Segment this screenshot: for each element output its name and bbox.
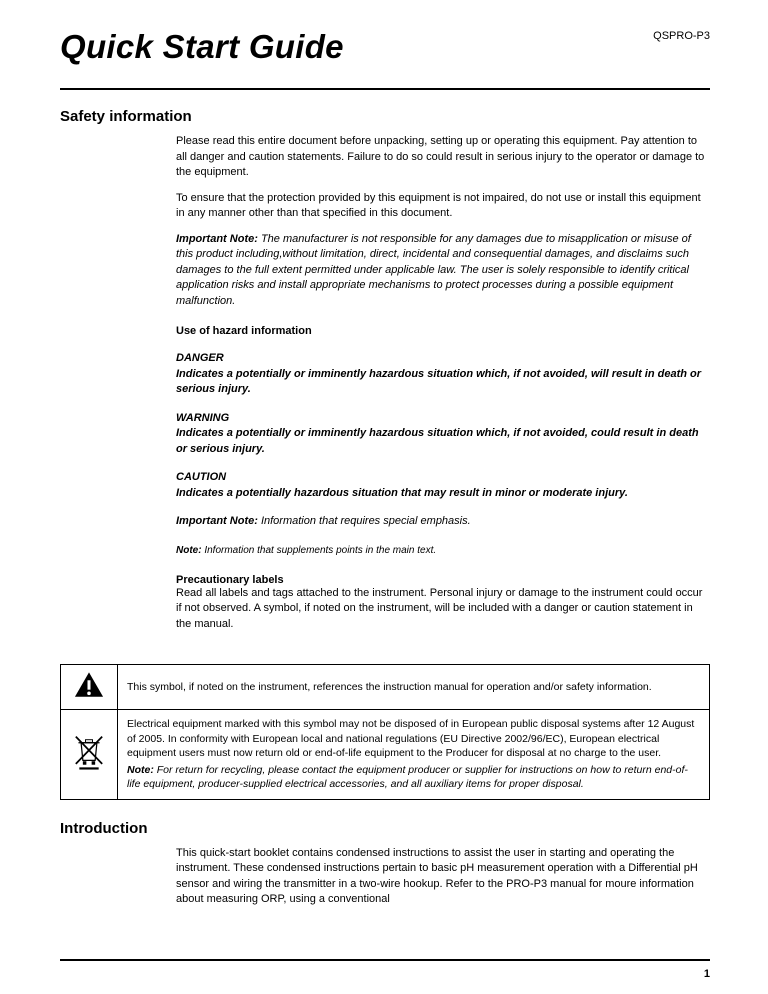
hazard-item-caution bbox=[176, 470, 710, 501]
hazard-item-warning bbox=[176, 411, 710, 458]
important-note-text: The manufacturer is not responsible for any damages due to misapplication or misuse of this product including,without limitation, direct, incidental and consequential damages, and disclaims such damages to the full extent permitted under applicable law. The user is solely responsible to identify critical application risks and install appropriate mechanisms to protect processes during a possible equipment malfunction. bbox=[176, 232, 691, 307]
hazard-term: DANGER bbox=[176, 352, 224, 364]
important-note-paragraph bbox=[176, 232, 710, 310]
header-rule bbox=[60, 88, 710, 90]
hazard-item-danger bbox=[176, 351, 710, 398]
doc-code: QSPRO-P3 bbox=[653, 30, 710, 42]
hazard-desc: Indicates a potentially hazardous situation that may result in minor or moderate injury. bbox=[176, 486, 628, 499]
precautionary-labels-text: Read all labels and tags attached to the instrument. Personal injury or damage to the instrument could occur if not observed. A symbol, if noted on the instrument, will be included with a danger or caution statement in the manual. bbox=[176, 586, 703, 630]
important-note-2-text: Information that requires special emphasis. bbox=[260, 515, 471, 527]
section-introduction bbox=[60, 820, 710, 908]
page-footer bbox=[60, 959, 710, 980]
safety-paragraph-1: Please read this entire document before unpacking, setting up or operating this equipment. Pay attention to all danger and caution statements. Failure to do so could result in serious injury to the operator or damage to the equipment. bbox=[176, 135, 705, 178]
table-row bbox=[61, 710, 710, 800]
symbols-table bbox=[60, 664, 710, 800]
hazard-info-heading: Use of hazard information bbox=[176, 325, 312, 337]
important-note-label: Important Note: bbox=[176, 232, 258, 245]
hazard-desc: Indicates a potentially or imminently hazardous situation which, if not avoided, will result in death or serious injury. bbox=[176, 367, 702, 395]
symbol-description-cell bbox=[118, 665, 710, 710]
important-note-2-label: Important Note: bbox=[176, 515, 258, 527]
page-title: Quick Start Guide bbox=[60, 28, 344, 65]
table-row bbox=[61, 665, 710, 710]
hazard-desc: Indicates a potentially or imminently hazardous situation which, if not avoided, could result in death or serious injury. bbox=[176, 427, 699, 455]
symbol-note-label: Note: bbox=[127, 763, 154, 776]
introduction-heading: Introduction bbox=[60, 819, 148, 837]
introduction-paragraph: This quick-start booklet contains condensed instructions to assist the user in starting and operating the instrument. These condensed instructions pertain to basic pH measurement operation with a Differential pH sensor and wiring the transmitter in a two-wire hookup. Refer to the PRO-P3 manual for moure information about measuring ORP, using a conventional bbox=[176, 846, 698, 905]
symbol-description-note bbox=[127, 763, 700, 792]
symbol-description: This symbol, if noted on the instrument, references the instruction manual for operation and/or safety information. bbox=[127, 680, 652, 693]
symbol-description: Electrical equipment marked with this symbol may not be disposed of in European public disposal systems after 12 August of 2005. In conformity with European local and national regulations (EU Directive 2002/96/EC), European electrical equipment users must now return old or end-of-life equipment to the Producer for disposal at no charge to the user. bbox=[127, 718, 695, 759]
safety-paragraph-2: To ensure that the protection provided by this equipment is not impaired, do not use or install this equipment in any manner other than that specified in this document. bbox=[176, 191, 701, 219]
important-note-2 bbox=[176, 514, 710, 530]
precautionary-labels-heading: Precautionary labels bbox=[176, 573, 284, 586]
note-paragraph bbox=[176, 544, 710, 558]
warning-triangle-icon bbox=[74, 671, 104, 698]
hazard-term: WARNING bbox=[176, 411, 230, 424]
page-number: 1 bbox=[703, 968, 710, 980]
introduction-body bbox=[176, 846, 710, 908]
symbol-description-cell bbox=[118, 710, 710, 800]
safety-heading: Safety information bbox=[60, 108, 192, 125]
symbol-note-text: For return for recycling, please contact the equipment producer or supplier for instructions on how to return end-of-life equipment, producer-supplied electrical accessories, and all auxiliary items for proper disposal. bbox=[127, 763, 688, 790]
symbol-cell bbox=[61, 710, 118, 800]
footer-rule bbox=[60, 959, 710, 961]
note-text: Information that supplements points in the main text. bbox=[204, 544, 437, 556]
document-header bbox=[60, 26, 710, 66]
note-label: Note: bbox=[176, 544, 202, 556]
weee-crossed-bin-icon bbox=[74, 734, 104, 770]
section-safety-information bbox=[60, 108, 710, 632]
hazard-term: CAUTION bbox=[176, 471, 227, 483]
symbol-cell bbox=[61, 665, 118, 710]
safety-body bbox=[176, 134, 710, 632]
